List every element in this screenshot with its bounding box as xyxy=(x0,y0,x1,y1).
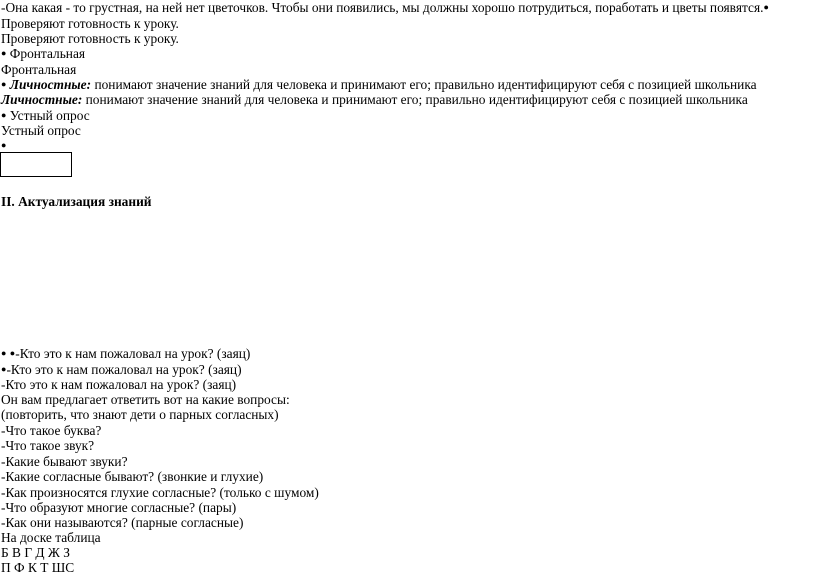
section-title: II. Актуализация знаний xyxy=(1,194,152,209)
table-row-voiced: Б В Г Д Ж З xyxy=(1,545,70,560)
bullet-icon: ● xyxy=(1,48,7,58)
text-line: (повторить, что знают дети о парных согласных) xyxy=(1,407,279,422)
bullet-icon: ● xyxy=(1,348,7,358)
text-line: Он вам предлагает ответить вот на какие вопросы: xyxy=(1,392,290,407)
personal-text: понимают значение знаний для человека и принимают его; правильно идентифицируют себя с позицией школьника xyxy=(85,92,748,107)
oral-label: Устный опрос xyxy=(9,108,90,123)
personal-line xyxy=(1,92,748,108)
check-line: Проверяют готовность к уроку. xyxy=(1,31,179,46)
text-line: -Что образуют многие согласные? (пары) xyxy=(1,500,237,515)
table-row-voiceless: П Ф К Т ШС xyxy=(1,560,75,575)
bullet-icon: ● xyxy=(1,110,7,120)
intro-paragraph xyxy=(1,0,811,31)
question-line: -Кто это к нам пожаловал на урок? (заяц) xyxy=(1,377,237,392)
text-line: -Как они называются? (парные согласные) xyxy=(1,515,244,530)
question-text: -Кто это к нам пожаловал на урок? (заяц) xyxy=(6,362,242,377)
personal-label: Личностные: xyxy=(9,77,92,92)
intro-text: -Она какая - то грустная, на ней нет цветочков. Чтобы они появились, мы должны хорошо потрудиться, поработать и цветы появятся. xyxy=(1,0,764,15)
question-double-bullet xyxy=(1,346,250,362)
bullet-icon: ● xyxy=(9,348,16,358)
bullet-icon: ● xyxy=(763,2,769,12)
bullet-icon: ● xyxy=(1,140,7,150)
text-line: -Какие бывают звуки? xyxy=(1,454,128,469)
text-line: -Какие согласные бывают? (звонкие и глухие) xyxy=(1,469,264,484)
bullet-icon: ● xyxy=(1,79,7,89)
frontal-label: Фронтальная xyxy=(9,46,86,61)
text-line: -Что такое буква? xyxy=(1,423,102,438)
frontal-line: Фронтальная xyxy=(1,62,77,77)
personal-bullet-line xyxy=(1,77,757,93)
personal-text: понимают значение знаний для человека и принимают его; правильно идентифицируют себя с позицией школьника xyxy=(94,77,757,92)
oral-bullet-line xyxy=(1,108,90,124)
personal-label: Личностные: xyxy=(1,92,83,107)
text-line: -Что такое звук? xyxy=(1,438,95,453)
empty-box xyxy=(0,152,72,177)
question-text: -Кто это к нам пожаловал на урок? (заяц) xyxy=(15,346,251,361)
text-line: На доске таблица xyxy=(1,530,101,545)
intro-trail: Проверяют готовность к уроку. xyxy=(1,15,179,31)
question-bullet xyxy=(1,362,242,378)
oral-line: Устный опрос xyxy=(1,123,81,138)
text-line: -Как произносятся глухие согласные? (только с шумом) xyxy=(1,485,319,500)
bullet-icon: ● xyxy=(1,364,7,374)
frontal-bullet-line xyxy=(1,46,85,62)
